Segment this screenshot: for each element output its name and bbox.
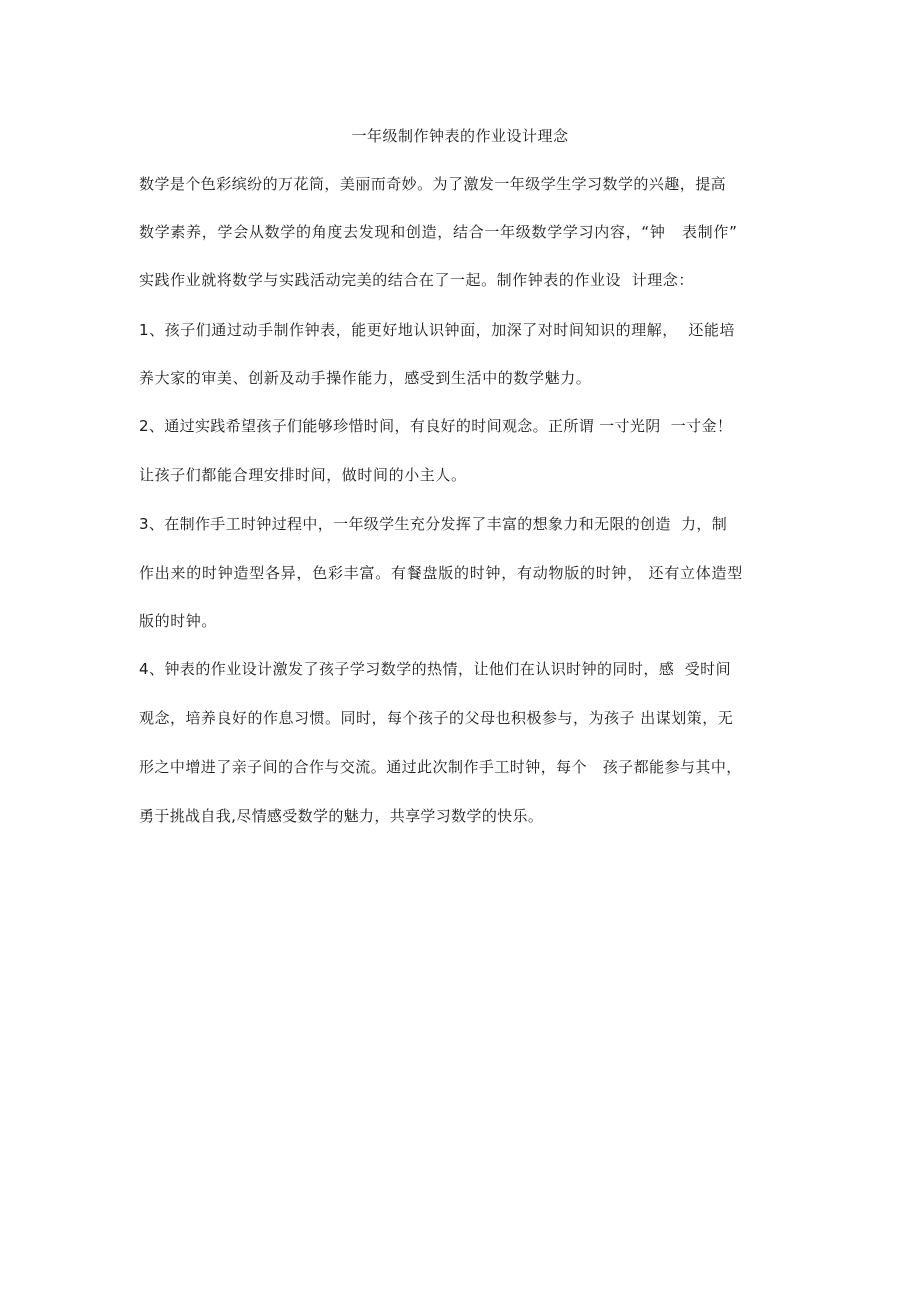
text-line: 形之中增进了亲子间的合作与交流。通过此次制作手工时钟，每个 孩子都能参与其中， bbox=[139, 758, 742, 776]
text-line: 3、在制作手工时钟过程中，一年级学生充分发挥了丰富的想象力和无限的创造 力，制 bbox=[139, 515, 728, 533]
text-line: 1、孩子们通过动手制作钟表，能更好地认识钟面，加深了对时间知识的理解， 还能培 bbox=[139, 321, 736, 339]
text-line: 2、通过实践希望孩子们能够珍惜时间，有良好的时间观念。正所谓 一寸光阴 一寸金！ bbox=[139, 417, 733, 435]
text-line: 数学是个色彩缤纷的万花筒，美丽而奇妙。为了激发一年级学生学习数学的兴趣，提高 bbox=[139, 175, 727, 193]
text-line: 养大家的审美、创新及动手操作能力，感受到生活中的数学魅力。 bbox=[139, 369, 592, 387]
text-line: 版的时钟。 bbox=[139, 612, 218, 630]
document-title: 一年级制作钟表的作业设计理念 bbox=[351, 127, 569, 145]
text-line: 实践作业就将数学与实践活动完美的结合在了一起。制作钟表的作业设 计理念： bbox=[139, 271, 694, 289]
text-line: 作出来的时钟造型各异，色彩丰富。有餐盘版的时钟，有动物版的时钟， 还有立体造型 bbox=[139, 564, 744, 582]
text-line: 勇于挑战自我,尽情感受数学的魅力，共享学习数学的快乐。 bbox=[139, 807, 544, 825]
text-line: 数学素养，学会从数学的角度去发现和创造，结合一年级数学学习内容，“钟 表制作” bbox=[139, 223, 738, 241]
text-line: 观念，培养良好的作息习惯。同时，每个孩子的父母也积极参与，为孩子 出谋划策，无 bbox=[139, 709, 734, 727]
text-line: 让孩子们都能合理安排时间，做时间的小主人。 bbox=[139, 466, 467, 484]
text-line: 4、钟表的作业设计激发了孩子学习数学的热情，让他们在认识时钟的同时，感 受时间 bbox=[139, 660, 732, 678]
